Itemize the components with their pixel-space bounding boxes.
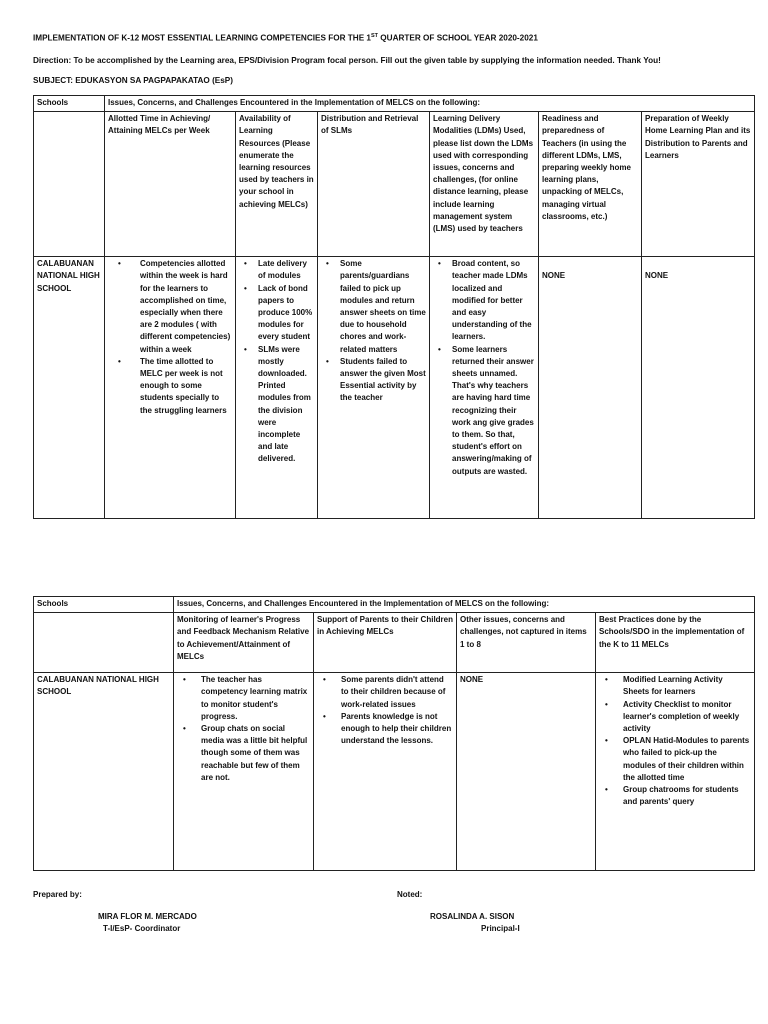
blank-header-cell bbox=[34, 112, 105, 257]
table-row bbox=[34, 673, 755, 871]
schools-header-cell: Schools bbox=[34, 597, 174, 613]
school-name-cell: CALABUANAN NATIONAL HIGH SCHOOL bbox=[34, 673, 174, 871]
schools-header-cell: Schools bbox=[34, 96, 105, 112]
list-item: • The time allotted to MELC per week is not enough to some students specially to the struggling learners bbox=[140, 356, 232, 417]
best-practices-cell bbox=[596, 673, 755, 871]
col-header-monitoring: Monitoring of learner's Progress and Feedback Mechanism Relative to Achievement/Attainment of MELCs bbox=[174, 613, 314, 673]
noted-label: Noted: bbox=[397, 890, 423, 899]
col-header-distribution-retrieval: Distribution and Retrieval of SLMs bbox=[318, 112, 430, 257]
subject-line: SUBJECT: EDUKASYON SA PAGPAPAKATAO (EsP) bbox=[33, 76, 233, 85]
list-item: • Competencies allotted within the week is hard for the learners to accomplished on time, especially when there are 2 modules ( with different competencies) within a week bbox=[140, 258, 232, 356]
noter-title: Principal-I bbox=[481, 924, 520, 933]
monitoring-cell bbox=[174, 673, 314, 871]
list-item: • Modified Learning Activity Sheets for learners bbox=[623, 674, 751, 698]
col-header-home-learning-plan: Preparation of Weekly Home Learning Plan and its Distribution to Parents and Learners bbox=[642, 112, 755, 257]
list-item: • Parents knowledge is not enough to help their children understand the lessons. bbox=[341, 711, 453, 748]
bullet-list bbox=[599, 674, 751, 808]
bullet-list bbox=[321, 258, 426, 404]
other-issues-cell: NONE bbox=[457, 673, 596, 871]
prepared-by-label: Prepared by: bbox=[33, 890, 82, 899]
col-header-parent-support: Support of Parents to their Children in Achieving MELCs bbox=[314, 613, 457, 673]
delivery-modalities-cell bbox=[430, 257, 539, 519]
teacher-readiness-cell: NONE bbox=[539, 257, 642, 519]
col-header-learning-resources: Availability of Learning Resources (Please enumerate the learning resources used by teachers in your school in achieving MELCs) bbox=[236, 112, 318, 257]
list-item: • Broad content, so teacher made LDMs localized and modified for better and easy understanding of the learners. bbox=[452, 258, 535, 343]
issues-span-header: Issues, Concerns, and Challenges Encountered in the Implementation of MELCS on the following: bbox=[105, 96, 755, 112]
school-name-cell: CALABUANAN NATIONAL HIGH SCHOOL bbox=[34, 257, 105, 519]
col-header-best-practices: Best Practices done by the Schools/SDO in the implementation of the K to 11 MELCs bbox=[596, 613, 755, 673]
bullet-list bbox=[433, 258, 535, 478]
list-item: • The teacher has competency learning matrix to monitor student's progress. bbox=[201, 674, 310, 723]
direction-text: Direction: To be accomplished by the Learning area, EPS/Division Program focal person. Fill out the given table by supplying the information needed. Thank You! bbox=[33, 56, 661, 65]
list-item: • Some learners returned their answer sheets unnamed. That's why teachers are having hard time recognizing their work ang give grades to them. So that, student's effort on answering/making of outputs are wasted. bbox=[452, 344, 535, 478]
list-item: • Late delivery of modules bbox=[258, 258, 314, 282]
bullet-list bbox=[239, 258, 314, 465]
issues-span-header: Issues, Concerns, and Challenges Encountered in the Implementation of MELCS on the following: bbox=[174, 597, 755, 613]
melc-issues-table-1 bbox=[33, 95, 755, 519]
list-item: • Some parents/guardians failed to pick up modules and return answer sheets on time due to household chores and work- related matters bbox=[340, 258, 426, 356]
noter-name: ROSALINDA A. SISON bbox=[430, 912, 515, 921]
parent-support-cell bbox=[314, 673, 457, 871]
blank-header-cell bbox=[34, 613, 174, 673]
table-row bbox=[34, 257, 755, 519]
melc-issues-table-2 bbox=[33, 596, 755, 871]
list-item: • Lack of bond papers to produce 100% modules for every student bbox=[258, 283, 314, 344]
document-title: IMPLEMENTATION OF K-12 MOST ESSENTIAL LEARNING COMPETENCIES FOR THE 1ST QUARTER OF SCHOOL YEAR 2020-2021 bbox=[33, 33, 538, 43]
bullet-list bbox=[108, 258, 232, 417]
bullet-list bbox=[317, 674, 453, 747]
list-item: • Group chatrooms for students and parents' query bbox=[623, 784, 751, 808]
learning-resources-cell bbox=[236, 257, 318, 519]
list-item: • OPLAN Hatid-Modules to parents who failed to pick-up the modules of their children within the allotted time bbox=[623, 735, 751, 784]
list-item: • Activity Checklist to monitor learner's completion of weekly activity bbox=[623, 699, 751, 736]
col-header-allotted-time: Allotted Time in Achieving/ Attaining MELCs per Week bbox=[105, 112, 236, 257]
list-item: • Students failed to answer the given Most Essential activity by the teacher bbox=[340, 356, 426, 405]
list-item: • Group chats on social media was a little bit helpful though some of them was reachable but few of them are not. bbox=[201, 723, 310, 784]
col-header-other-issues: Other issues, concerns and challenges, not captured in items 1 to 8 bbox=[457, 613, 596, 673]
preparer-title: T-I/EsP- Coordinator bbox=[103, 924, 181, 933]
bullet-list bbox=[177, 674, 310, 784]
col-header-teacher-readiness: Readiness and preparedness of Teachers (in using the different LDMs, LMS, preparing weekly home learning plans, unpacking of MELCs, managing virtual classrooms, etc.) bbox=[539, 112, 642, 257]
allotted-time-cell bbox=[105, 257, 236, 519]
col-header-delivery-modalities: Learning Delivery Modalities (LDMs) Used, please list down the LDMs used with corresponding issues, concerns and challenges, (for online distance learning, please include learning management system (LMS) used by teachers bbox=[430, 112, 539, 257]
home-learning-plan-cell: NONE bbox=[642, 257, 755, 519]
distribution-retrieval-cell bbox=[318, 257, 430, 519]
preparer-name: MIRA FLOR M. MERCADO bbox=[98, 912, 197, 921]
list-item: • SLMs were mostly downloaded. Printed modules from the division were incomplete and late delivered. bbox=[258, 344, 314, 466]
list-item: • Some parents didn't attend to their children because of work-related issues bbox=[341, 674, 453, 711]
